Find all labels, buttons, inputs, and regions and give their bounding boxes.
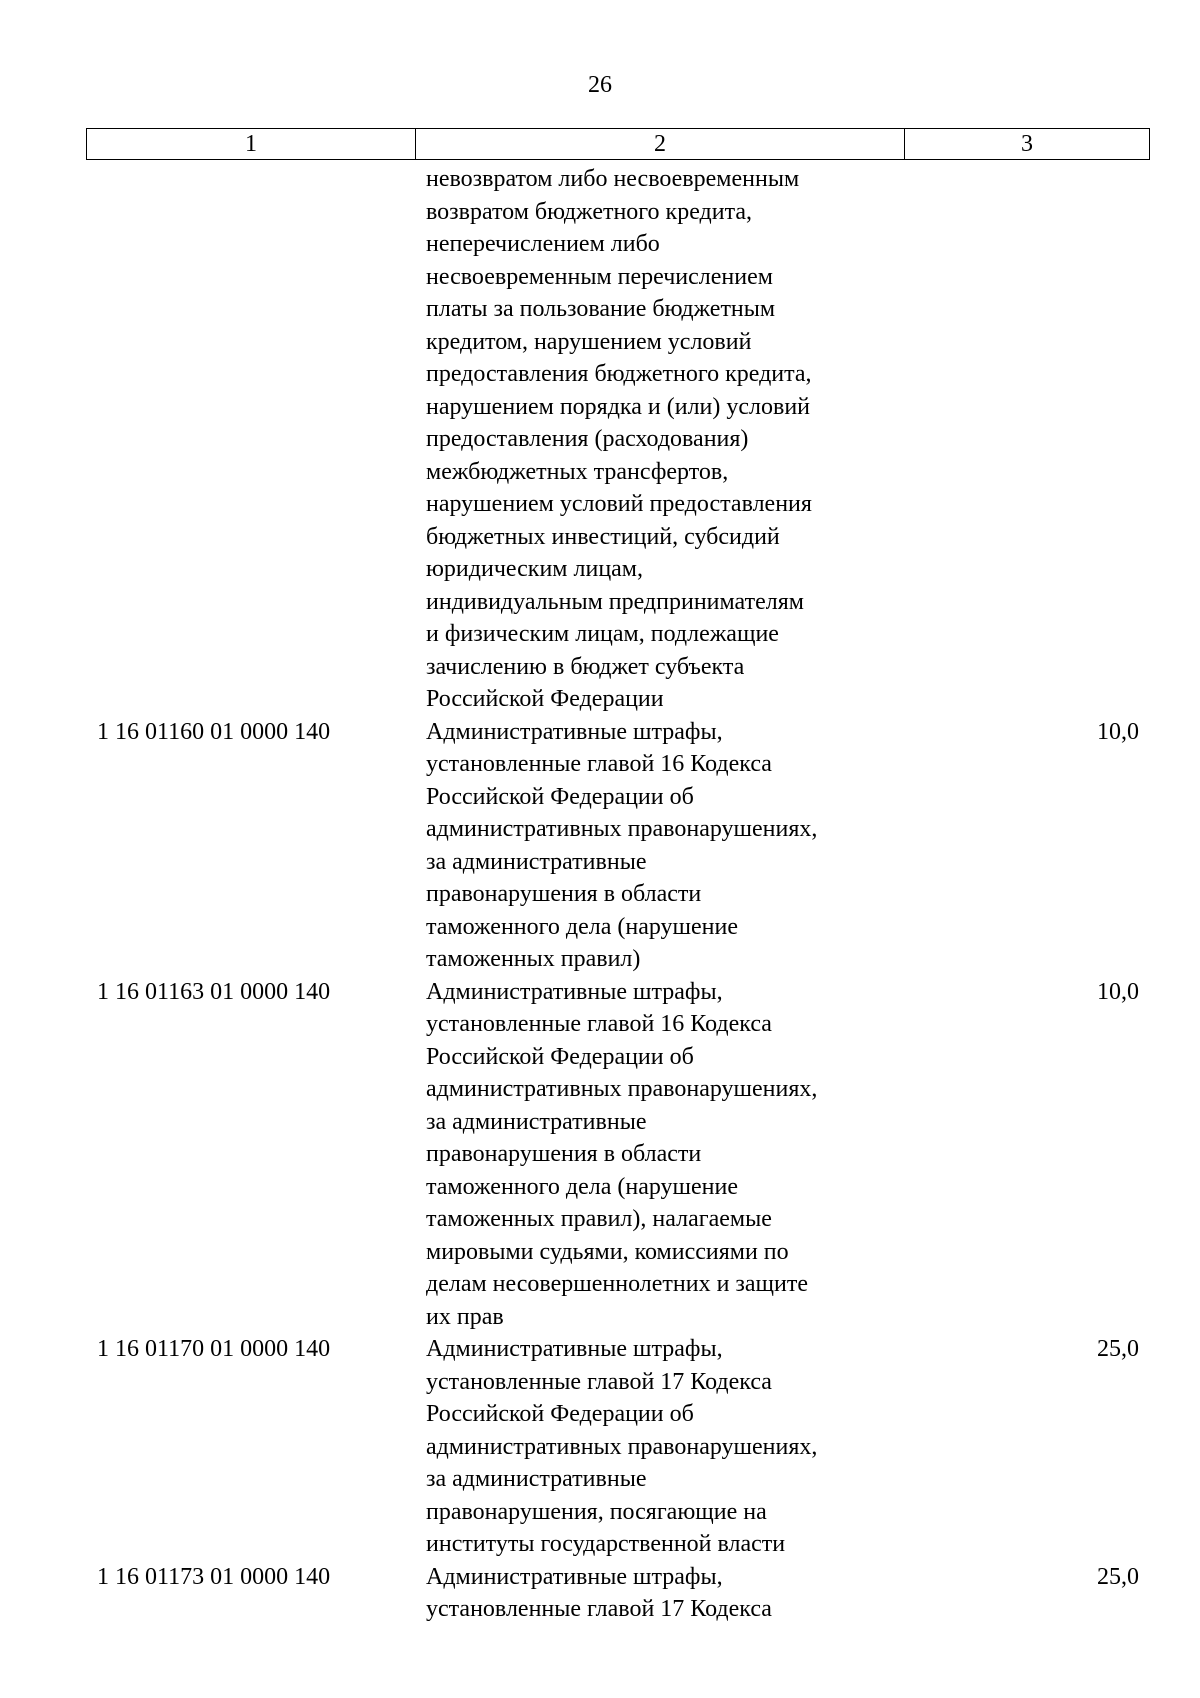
header-column-2: 2 [416,129,905,159]
table-row [86,163,1150,716]
table-row [86,1561,1150,1626]
table-row [86,976,1150,1334]
header-column-3: 3 [1021,131,1033,157]
table-header [86,128,1150,160]
description-cell: невозвратом либо несвоевременным возвратом бюджетного кредита, неперечислением либо несвоевременным перечислением платы за пользование бюджетным кредитом, нарушением условий предоставления бюджетного кредита, нарушением порядка и (или) условий предоставления (расходования) межбюджетных трансфертов, нарушением условий предоставления бюджетных инвестиций, субсидий юридическим лицам, индивидуальным предпринимателям и физическим лицам, подлежащие зачислению в бюджет субъекта Российской Федерации [426,166,812,712]
table-row [86,716,1150,976]
header-column-1: 1 [87,129,416,159]
code-cell [86,163,415,716]
description-cell: Административные штрафы, установленные главой 16 Кодекса Российской Федерации об административных правонарушениях, за административные правонарушения в области таможенного дела (нарушение таможенных правил) [426,718,818,972]
value-cell: 25,0 [1097,1336,1139,1362]
table-row [86,1333,1150,1561]
value-cell [904,163,1150,716]
description-cell: Административные штрафы, установленные главой 17 Кодекса Российской Федерации об административных правонарушениях, за административные правонарушения, посягающие на институты государственной власти [426,1336,818,1557]
code-cell: 1 16 01173 01 0000 140 [97,1563,331,1590]
value-cell: 10,0 [1097,718,1139,745]
code-cell: 1 16 01170 01 0000 140 [97,1336,331,1362]
code-cell: 1 16 01160 01 0000 140 [97,718,331,745]
page-number: 26 [588,72,612,98]
value-cell: 10,0 [1097,978,1139,1005]
value-cell: 25,0 [1097,1563,1139,1590]
description-cell: Административные штрафы, установленные главой 17 Кодекса [426,1563,772,1622]
description-cell: Административные штрафы, установленные главой 16 Кодекса Российской Федерации об административных правонарушениях, за административные правонарушения в области таможенного дела (нарушение таможенных правил), налагаемые мировыми судьями, комиссиями по делам несовершеннолетних и защите их прав [426,978,818,1330]
table-body [86,163,1150,1626]
code-cell: 1 16 01163 01 0000 140 [97,978,331,1005]
